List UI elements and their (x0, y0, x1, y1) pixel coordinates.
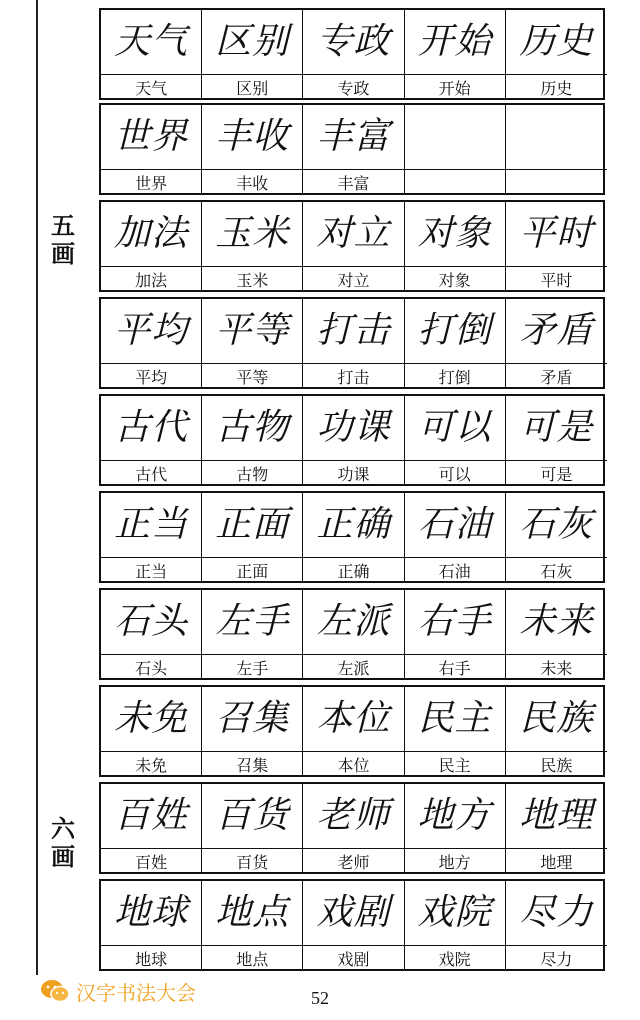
printed-word: 功课 (337, 465, 370, 484)
handwritten-word: 本位 (316, 698, 391, 739)
cell-divider (506, 266, 607, 267)
printed-word: 本位 (337, 756, 370, 775)
cell-divider (101, 460, 201, 461)
printed-word: 石头 (135, 659, 168, 678)
word-cell (303, 881, 404, 969)
handwritten-word: 可以 (417, 407, 492, 448)
word-cell (101, 687, 202, 775)
printed-word: 玉米 (236, 271, 269, 290)
printed-word: 历史 (540, 79, 573, 98)
handwritten-word (405, 109, 505, 165)
cell-divider (202, 74, 302, 75)
printed-word: 地方 (438, 853, 471, 872)
cell-divider (101, 945, 201, 946)
cell-divider (506, 751, 607, 752)
handwritten-word: 右手 (417, 601, 492, 642)
printed-word: 百货 (236, 853, 269, 872)
cell-divider (202, 751, 302, 752)
word-cell (405, 687, 506, 775)
word-cell (506, 105, 607, 193)
word-cell (303, 396, 404, 484)
word-cell (405, 202, 506, 290)
watermark-text: 汉字书法大会 (76, 980, 196, 1005)
handwritten-word: 玉米 (215, 213, 290, 254)
word-cell (405, 105, 506, 193)
word-cell (506, 881, 607, 969)
handwritten-word: 地球 (114, 892, 189, 933)
word-cell (101, 299, 202, 387)
handwritten-word: 平等 (215, 310, 290, 351)
word-cell (506, 202, 607, 290)
handwritten-word: 区别 (215, 21, 290, 62)
cell-divider (303, 751, 403, 752)
printed-word: 专政 (337, 79, 370, 98)
handwritten-word: 平均 (114, 310, 189, 351)
handwritten-word: 加法 (114, 213, 189, 254)
cell-divider (202, 169, 302, 170)
cell-divider (506, 460, 607, 461)
handwritten-word (506, 109, 607, 165)
cell-divider (101, 557, 201, 558)
cell-divider (405, 266, 505, 267)
handwritten-word: 可是 (519, 407, 594, 448)
word-row (99, 297, 605, 389)
word-cell (506, 493, 607, 581)
handwritten-word: 正确 (316, 504, 391, 545)
cell-divider (506, 363, 607, 364)
handwritten-word: 戏院 (417, 892, 492, 933)
cell-divider (202, 266, 302, 267)
printed-word: 民族 (540, 756, 573, 775)
stroke-label-five (46, 212, 80, 268)
cell-divider (506, 74, 607, 75)
word-cell (405, 784, 506, 872)
stroke-label-six (46, 815, 80, 871)
stroke-label-six-text: 六画 (51, 815, 75, 871)
printed-word: 丰富 (337, 174, 370, 193)
handwritten-word: 打击 (316, 310, 391, 351)
printed-word (506, 171, 607, 197)
cell-divider (506, 945, 607, 946)
cell-divider (202, 460, 302, 461)
handwritten-word: 古代 (114, 407, 189, 448)
printed-word: 丰收 (236, 174, 269, 193)
word-cell (506, 396, 607, 484)
stroke-label-five-text: 五画 (51, 212, 75, 268)
word-cell (202, 10, 303, 98)
cell-divider (101, 751, 201, 752)
word-cell (405, 10, 506, 98)
word-cell (202, 590, 303, 678)
printed-word: 地球 (135, 950, 168, 969)
handwritten-word: 世界 (114, 116, 189, 157)
cell-divider (405, 557, 505, 558)
printed-word: 平时 (540, 271, 573, 290)
handwritten-word: 戏剧 (316, 892, 391, 933)
printed-word: 古物 (236, 465, 269, 484)
word-cell (202, 202, 303, 290)
word-cell (202, 299, 303, 387)
handwritten-word: 老师 (316, 795, 391, 836)
cell-divider (202, 848, 302, 849)
word-cell (303, 493, 404, 581)
handwritten-word: 天气 (114, 21, 189, 62)
word-cell (506, 687, 607, 775)
word-cell (303, 299, 404, 387)
cell-divider (202, 557, 302, 558)
printed-word: 矛盾 (540, 368, 573, 387)
printed-word: 对立 (337, 271, 370, 290)
handwritten-word: 功课 (316, 407, 391, 448)
word-cell (506, 784, 607, 872)
word-cell (202, 105, 303, 193)
printed-word: 打倒 (438, 368, 471, 387)
printed-word: 世界 (135, 174, 168, 193)
cell-divider (202, 654, 302, 655)
word-cell (405, 881, 506, 969)
cell-divider (405, 363, 505, 364)
word-cell (101, 105, 202, 193)
watermark (40, 976, 196, 1006)
printed-word: 正面 (236, 562, 269, 581)
word-cell (303, 105, 404, 193)
word-cell (101, 10, 202, 98)
printed-word: 民主 (438, 756, 471, 775)
word-cell (506, 10, 607, 98)
word-row (99, 685, 605, 777)
handwritten-word: 未免 (114, 698, 189, 739)
word-cell (303, 590, 404, 678)
printed-word: 地理 (540, 853, 573, 872)
cell-divider (101, 848, 201, 849)
handwritten-word: 百货 (215, 795, 290, 836)
cell-divider (202, 363, 302, 364)
word-cell (202, 687, 303, 775)
printed-word: 平等 (236, 368, 269, 387)
handwritten-word: 石油 (417, 504, 492, 545)
cell-divider (101, 363, 201, 364)
printed-word: 加法 (135, 271, 168, 290)
handwritten-word: 丰富 (316, 116, 391, 157)
word-cell (506, 590, 607, 678)
cell-divider (303, 848, 403, 849)
handwritten-word: 历史 (519, 21, 594, 62)
word-cell (202, 881, 303, 969)
word-cell (202, 493, 303, 581)
word-cell (101, 784, 202, 872)
handwritten-word: 对象 (417, 213, 492, 254)
printed-word: 可以 (438, 465, 471, 484)
handwritten-word: 尽力 (519, 892, 594, 933)
cell-divider (101, 654, 201, 655)
printed-word: 正当 (135, 562, 168, 581)
word-row (99, 782, 605, 874)
handwritten-word: 地方 (417, 795, 492, 836)
cell-divider (303, 945, 403, 946)
printed-word: 戏剧 (337, 950, 370, 969)
printed-word: 平均 (135, 368, 168, 387)
printed-word: 古代 (135, 465, 168, 484)
handwritten-word: 丰收 (215, 116, 290, 157)
word-cell (202, 784, 303, 872)
word-row (99, 491, 605, 583)
handwritten-word: 矛盾 (519, 310, 594, 351)
handwritten-word: 百姓 (114, 795, 189, 836)
printed-word: 石油 (438, 562, 471, 581)
word-row (99, 588, 605, 680)
printed-word: 未来 (540, 659, 573, 678)
word-row (99, 879, 605, 971)
handwritten-word: 正当 (114, 504, 189, 545)
printed-word: 戏院 (438, 950, 471, 969)
printed-word: 召集 (236, 756, 269, 775)
printed-word: 天气 (135, 79, 168, 98)
word-cell (405, 590, 506, 678)
handwritten-word: 石灰 (519, 504, 594, 545)
cell-divider (101, 74, 201, 75)
cell-divider (506, 848, 607, 849)
word-cell (303, 784, 404, 872)
handwritten-word: 民主 (417, 698, 492, 739)
cell-divider (405, 945, 505, 946)
handwritten-word: 石头 (114, 601, 189, 642)
printed-word: 对象 (438, 271, 471, 290)
handwritten-word: 左派 (316, 601, 391, 642)
wechat-icon (40, 978, 70, 1004)
page-number: 52 (311, 988, 329, 1008)
cell-divider (202, 945, 302, 946)
word-cell (101, 202, 202, 290)
cell-divider (405, 751, 505, 752)
word-cell (101, 493, 202, 581)
printed-word: 右手 (438, 659, 471, 678)
cell-divider (303, 266, 403, 267)
handwritten-word: 民族 (519, 698, 594, 739)
printed-word: 地点 (236, 950, 269, 969)
word-cell (405, 396, 506, 484)
cell-divider (405, 654, 505, 655)
cell-divider (303, 363, 403, 364)
printed-word: 开始 (438, 79, 471, 98)
cell-divider (405, 169, 505, 170)
handwritten-word: 平时 (519, 213, 594, 254)
word-cell (202, 396, 303, 484)
printed-word (405, 171, 505, 197)
cell-divider (506, 169, 607, 170)
printed-word: 未免 (135, 756, 168, 775)
cell-divider (303, 557, 403, 558)
cell-divider (405, 848, 505, 849)
handwritten-word: 召集 (215, 698, 290, 739)
word-cell (303, 202, 404, 290)
cell-divider (405, 74, 505, 75)
cell-divider (303, 169, 403, 170)
handwritten-word: 对立 (316, 213, 391, 254)
word-row (99, 394, 605, 486)
printed-word: 区别 (236, 79, 269, 98)
printed-word: 正确 (337, 562, 370, 581)
cell-divider (101, 169, 201, 170)
cell-divider (405, 460, 505, 461)
cell-divider (506, 654, 607, 655)
printed-word: 打击 (337, 368, 370, 387)
word-cell (405, 493, 506, 581)
left-margin-rule (36, 0, 38, 975)
printed-word: 尽力 (540, 950, 573, 969)
printed-word: 百姓 (135, 853, 168, 872)
word-cell (303, 10, 404, 98)
word-cell (506, 299, 607, 387)
handwritten-word: 古物 (215, 407, 290, 448)
word-cell (101, 396, 202, 484)
cell-divider (303, 74, 403, 75)
printed-word: 可是 (540, 465, 573, 484)
handwritten-word: 正面 (215, 504, 290, 545)
handwritten-word: 未来 (519, 601, 594, 642)
cell-divider (303, 460, 403, 461)
cell-divider (101, 266, 201, 267)
printed-word: 左派 (337, 659, 370, 678)
cell-divider (506, 557, 607, 558)
handwritten-word: 地点 (215, 892, 290, 933)
handwritten-word: 打倒 (417, 310, 492, 351)
printed-word: 左手 (236, 659, 269, 678)
cell-divider (303, 654, 403, 655)
handwritten-word: 开始 (417, 21, 492, 62)
word-cell (405, 299, 506, 387)
printed-word: 老师 (337, 853, 370, 872)
printed-word: 石灰 (540, 562, 573, 581)
handwritten-word: 地理 (519, 795, 594, 836)
word-cell (303, 687, 404, 775)
word-cell (101, 881, 202, 969)
handwritten-word: 左手 (215, 601, 290, 642)
word-cell (101, 590, 202, 678)
word-row (99, 200, 605, 292)
word-row (99, 103, 605, 195)
word-row (99, 8, 605, 100)
handwritten-word: 专政 (316, 21, 391, 62)
